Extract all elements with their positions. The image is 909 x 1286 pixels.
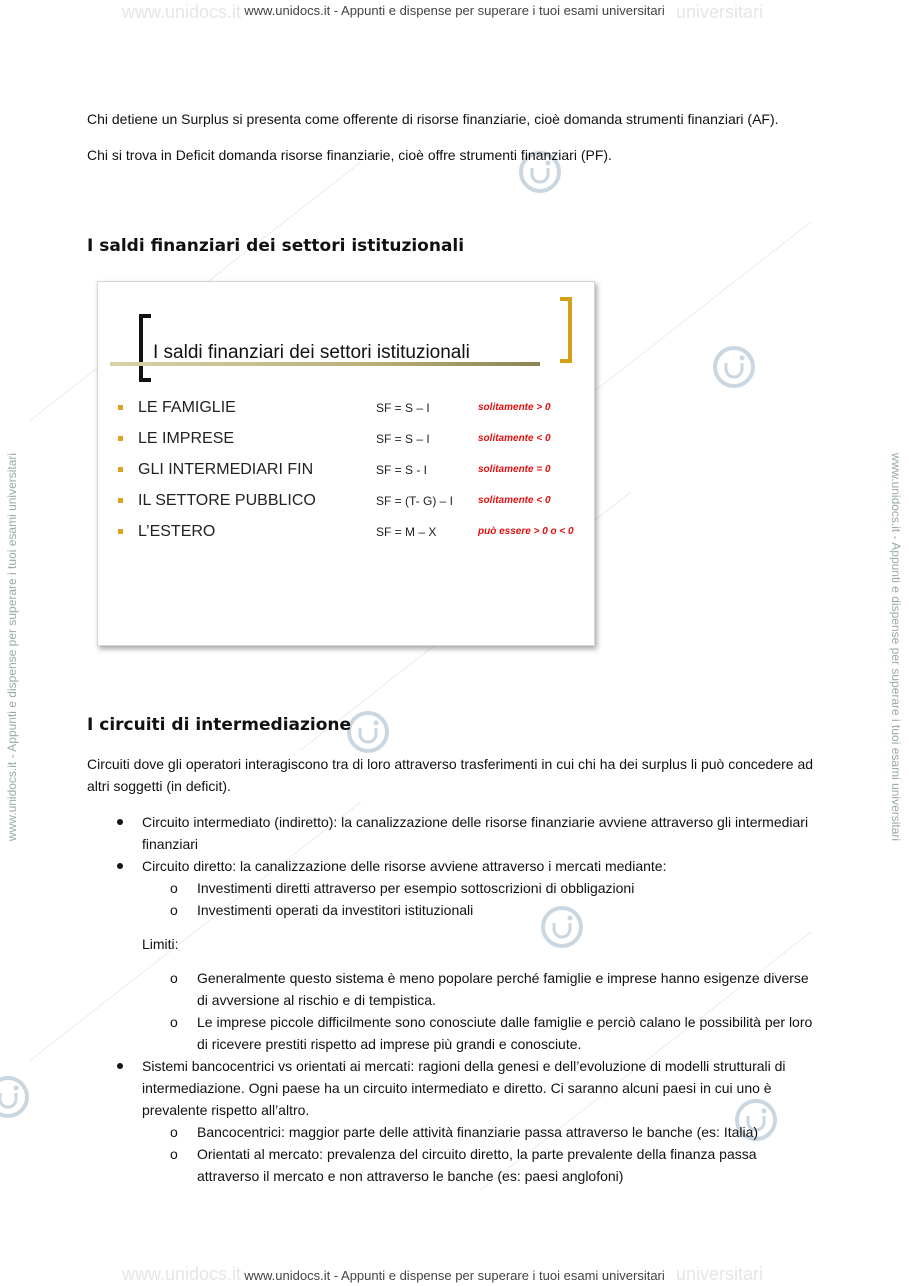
slide-row — [118, 461, 588, 481]
slide-row-note: può essere > 0 o < 0 — [478, 526, 574, 537]
square-bullet-icon — [118, 405, 123, 410]
list-item-text: Circuito intermediato (indiretto): la canalizzazione delle risorse finanziarie avviene attraverso gli intermediari finanziari — [142, 814, 809, 852]
slide-image — [97, 281, 595, 646]
slide-row — [118, 430, 588, 450]
unidocs-logo-icon — [0, 1075, 30, 1119]
sub-list-item-text: Le imprese piccole difficilmente sono conosciute dalle famiglie e perciò calano le possibilità per loro di ricevere prestiti rispetto ad imprese più grandi e conosciute. — [197, 1014, 813, 1052]
bullet-icon — [117, 819, 123, 825]
slide-bracket-left — [139, 314, 151, 382]
slide-row-formula: SF = S – I — [376, 401, 430, 415]
side-watermark-left: www.unidocs.it - Appunti e dispense per superare i tuoi esami universitari — [5, 452, 19, 842]
square-bullet-icon — [118, 529, 123, 534]
slide-row-item: LE IMPRESE — [138, 430, 235, 447]
slide-title: I saldi finanziari dei settori istituzionali — [153, 342, 470, 363]
sub-list-item — [87, 1143, 822, 1187]
circle-bullet-icon: o — [170, 1124, 178, 1140]
slide-row — [118, 399, 588, 419]
section-heading: I circuiti di intermediazione — [87, 715, 352, 735]
intro-paragraph: Chi si trova in Deficit domanda risorse finanziarie, cioè offre strumenti finanziari (PF). — [87, 147, 612, 163]
sub-list-item — [87, 967, 822, 1011]
slide-row-note: solitamente > 0 — [478, 402, 551, 413]
slide-row-formula: SF = S - I — [376, 463, 428, 477]
sub-list-item-text: Investimenti operati da investitori istituzionali — [197, 902, 474, 918]
sub-list-item — [87, 1011, 822, 1055]
slide-row-note: solitamente = 0 — [478, 464, 551, 475]
footer-watermark: www.unidocs.it - Appunti e dispense per superare i tuoi esami universitari — [244, 1268, 665, 1283]
circle-bullet-icon: o — [170, 902, 178, 918]
slide-row-item: L’ESTERO — [138, 523, 216, 540]
sub-list-item — [87, 877, 822, 899]
list-item — [87, 811, 822, 855]
list-item — [87, 1055, 822, 1121]
list-item — [87, 855, 822, 877]
sub-list-item — [87, 899, 822, 921]
slide-bracket-right — [560, 297, 572, 363]
list-item-text: Sistemi bancocentrici vs orientati ai mercati: ragioni della genesi e dell’evoluzione di modelli strutturali di intermediazione. Ogni paese ha un circuito intermediato e diretto. Ci saranno alcuni paesi in cui uno è prevalente rispetto all’altro. — [142, 1058, 786, 1118]
slide-row-formula: SF = S – I — [376, 432, 430, 446]
unidocs-logo-icon — [346, 710, 390, 754]
sub-list-item — [87, 1121, 822, 1143]
slide-row — [118, 523, 588, 543]
circle-bullet-icon: o — [170, 1014, 178, 1030]
intro-block — [87, 108, 822, 166]
slide-row-formula: SF = (T- G) – I — [376, 494, 454, 508]
circle-bullet-icon: o — [170, 1146, 178, 1162]
section-body — [87, 753, 822, 1187]
sub-list-item-text: Bancocentrici: maggior parte delle attività finanziarie passa attraverso le banche (es: Italia) — [197, 1124, 759, 1140]
slide-row-note: solitamente < 0 — [478, 433, 551, 444]
square-bullet-icon — [118, 436, 123, 441]
sub-list-item-text: Orientati al mercato: prevalenza del circuito diretto, la parte prevalente della finanza passa attraverso il mercato e non attraverso le banche (es: paesi anglofoni) — [197, 1146, 757, 1184]
square-bullet-icon — [118, 467, 123, 472]
circle-bullet-icon: o — [170, 880, 178, 896]
bullet-icon — [117, 863, 123, 869]
watermark-ghost-text: www.unidocs.it — [122, 2, 242, 22]
bullet-list — [87, 811, 822, 877]
list-item-text: Circuito diretto: la canalizzazione delle risorse avviene attraverso i mercati mediante: — [142, 858, 667, 874]
limits-label: Limiti: — [142, 936, 179, 952]
bullet-icon — [117, 1063, 123, 1069]
intro-paragraph: Chi detiene un Surplus si presenta come offerente di risorse finanziarie, cioè domanda strumenti finanziari (AF). — [87, 111, 779, 127]
slide-row-formula: SF = M – X — [376, 525, 437, 539]
section-intro-paragraph: Circuiti dove gli operatori interagiscono tra di loro attraverso trasferimenti in cui chi ha dei surplus li può concedere ad altri soggetti (in deficit). — [87, 756, 814, 794]
slide-row-item: IL SETTORE PUBBLICO — [138, 492, 316, 509]
section-heading: I saldi finanziari dei settori istituzionali — [87, 236, 465, 256]
watermark-ghost-text: universitari — [676, 2, 764, 22]
watermark-ghost-text: www.unidocs.it — [122, 1264, 242, 1284]
header-watermark: www.unidocs.it - Appunti e dispense per superare i tuoi esami universitari — [244, 3, 665, 18]
watermark-ghost-text: universitari — [676, 1264, 764, 1284]
slide-row — [118, 492, 588, 512]
slide-row-item: GLI INTERMEDIARI FIN — [138, 461, 314, 478]
slide-row-item: LE FAMIGLIE — [138, 399, 236, 416]
sub-list-item-text: Generalmente questo sistema è meno popolare perché famiglie e imprese hanno esigenze diverse di avversione al rischio e di tempistica. — [197, 970, 809, 1008]
unidocs-logo-icon — [712, 345, 756, 389]
sub-list-item-text: Investimenti diretti attraverso per esempio sottoscrizioni di obbligazioni — [197, 880, 635, 896]
circle-bullet-icon: o — [170, 970, 178, 986]
side-watermark-right: www.unidocs.it - Appunti e dispense per superare i tuoi esami universitari — [889, 452, 903, 842]
bullet-list — [87, 1055, 822, 1121]
slide-row-note: solitamente < 0 — [478, 495, 551, 506]
square-bullet-icon — [118, 498, 123, 503]
